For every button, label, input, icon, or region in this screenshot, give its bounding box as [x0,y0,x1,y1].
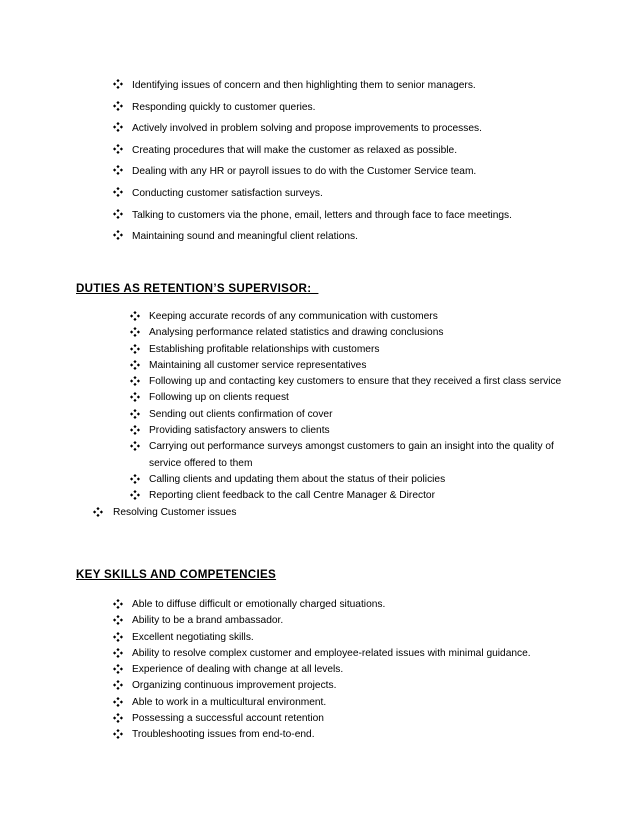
bullet-icon [130,490,140,500]
list-item-text: Troubleshooting issues from end-to-end. [132,729,315,741]
list-item [130,390,569,406]
list-item-text: Conducting customer satisfaction surveys. [132,187,323,199]
bullet-icon [113,713,123,723]
list-item [130,423,569,439]
bullet-icon [113,209,123,219]
list-item-text: Following up on clients request [149,392,289,404]
list-item-text: Calling clients and updating them about the status of their policies [149,473,446,485]
list-item-text: Creating procedures that will make the customer as relaxed as possible. [132,144,458,156]
list-item-text: Keeping accurate records of any communication with customers [149,311,438,322]
bullet-icon [113,680,123,690]
list-item [113,229,512,251]
list-item-text: Providing satisfactory answers to clients [149,425,330,437]
bullet-icon [113,632,123,642]
list-item-text: Ability to resolve complex customer and employee-related issues with minimal guidance. [132,647,531,659]
list-item [130,439,569,472]
list-item-text: Ability to be a brand ambassador. [132,615,284,627]
list-item [113,164,512,186]
bullet-icon [130,311,140,321]
bullet-icon [113,664,123,674]
list-item [130,407,569,423]
resolving-list [93,505,236,521]
bullet-icon [113,615,123,625]
list-item [130,309,569,325]
list-item-text: Possessing a successful account retention [132,713,324,725]
bullet-icon [130,441,140,451]
list-item [93,505,236,521]
skills-list [113,597,531,744]
list-item-text: Able to work in a multicultural environment. [132,696,327,708]
bullet-icon [113,697,123,707]
retention-section-heading: DUTIES AS RETENTION’S SUPERVISOR: [76,282,319,295]
bullet-icon [130,376,140,386]
list-item-text: Organizing continuous improvement projects. [132,680,337,692]
responsibilities-list [113,78,512,251]
bullet-icon [113,187,123,197]
list-item-text: Establishing profitable relationships with customers [149,343,380,355]
list-item [113,208,512,230]
list-item-text: Reporting client feedback to the call Centre Manager & Director [149,490,435,502]
list-item [113,186,512,208]
list-item-text: Able to diffuse difficult or emotionally charged situations. [132,599,386,610]
list-item [130,472,569,488]
list-item [113,646,531,662]
list-item [113,121,512,143]
list-item-text: Dealing with any HR or payroll issues to do with the Customer Service team. [132,166,477,178]
list-item [113,630,531,646]
list-item-text: Following up and contacting key customers to ensure that they received a first class service [149,376,562,388]
list-item-text: Actively involved in problem solving and propose improvements to processes. [132,123,482,135]
bullet-icon [113,648,123,658]
list-item-text: Experience of dealing with change at all levels. [132,664,344,676]
bullet-icon [113,165,123,175]
list-item [113,727,531,743]
list-item-text: Identifying issues of concern and then highlighting them to senior managers. [132,80,476,91]
list-item-text: Maintaining sound and meaningful client relations. [132,231,358,243]
list-item [113,78,512,100]
bullet-icon [130,425,140,435]
bullet-icon [130,409,140,419]
list-item [113,597,531,613]
list-item-text: Sending out clients confirmation of cover [149,408,333,420]
list-item [113,143,512,165]
list-item [113,662,531,678]
list-item [113,678,531,694]
bullet-icon [113,101,123,111]
list-item-text: Maintaining all customer service representatives [149,359,367,371]
list-item-text: Resolving Customer issues [113,507,237,518]
bullet-icon [130,327,140,337]
bullet-icon [113,230,123,240]
list-item [113,695,531,711]
list-item-text: Analysing performance related statistics and drawing conclusions [149,327,444,339]
bullet-icon [113,122,123,132]
list-item-text: Talking to customers via the phone, email, letters and through face to face meetings. [132,209,512,221]
list-item-text: Responding quickly to customer queries. [132,101,316,113]
bullet-icon [130,360,140,370]
retention-duties-list [130,309,569,505]
bullet-icon [130,474,140,484]
bullet-icon [113,144,123,154]
bullet-icon [130,392,140,402]
bullet-icon [93,507,103,517]
list-item [113,613,531,629]
list-item [113,100,512,122]
list-item [113,711,531,727]
bullet-icon [113,79,123,89]
bullet-icon [130,344,140,354]
list-item [130,325,569,341]
list-item [130,488,569,504]
bullet-icon [113,729,123,739]
list-item [130,342,569,358]
list-item-text: Carrying out performance surveys amongst customers to gain an insight into the quality of service offered to them [149,441,554,469]
list-item [130,358,569,374]
bullet-icon [113,599,123,609]
list-item-text: Excellent negotiating skills. [132,631,254,643]
list-item [130,374,569,390]
skills-section-heading: KEY SKILLS AND COMPETENCIES [76,568,277,581]
